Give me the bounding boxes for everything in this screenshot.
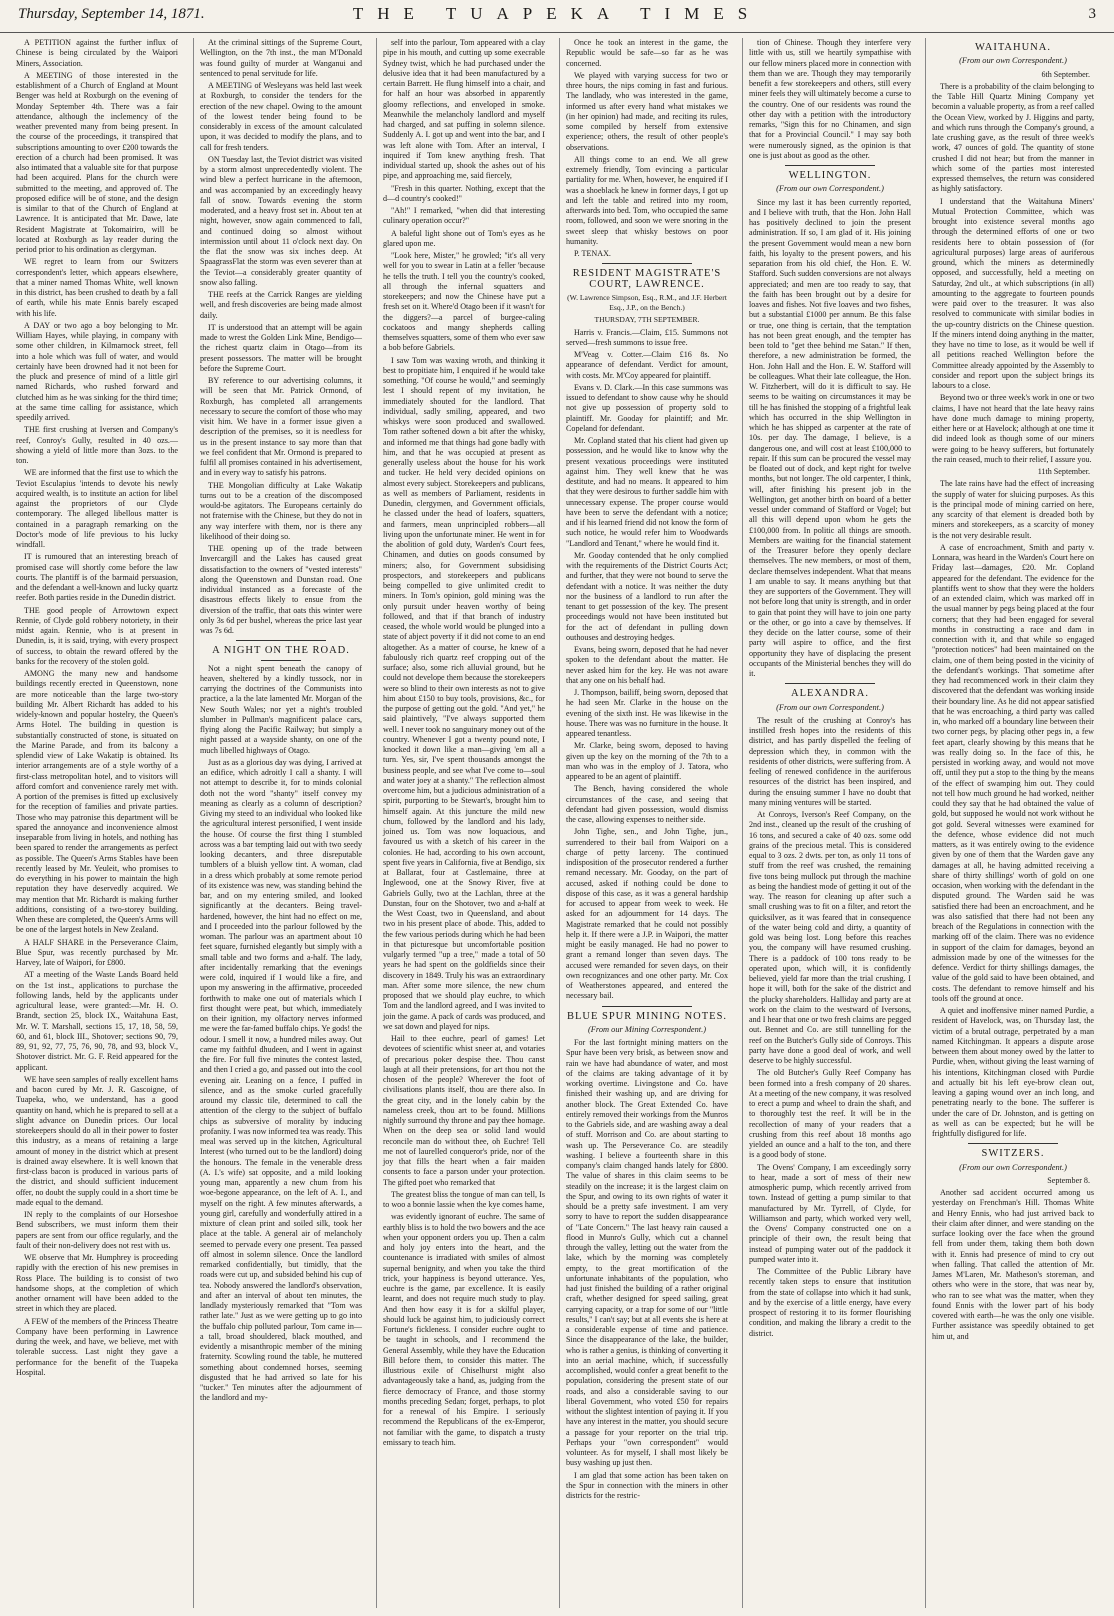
article-paragraph: THE good people of Arrowtown expect Rennie, of Clyde gold robbery notoriety, in their midst again. Rennie, who is at present in Dunedin, is, it is said, trying, with every prospect of success, to obtain the reward offered by the banks for the recovery of the stolen gold. bbox=[16, 605, 178, 666]
article-paragraph: I am glad that some action has been taken on the Spur in connection with the miners in other districts for the restric- bbox=[566, 1470, 728, 1500]
alexandra-title: ALEXANDRA. bbox=[791, 688, 869, 700]
switzers-title: SWITZERS. bbox=[981, 1148, 1045, 1160]
article-paragraph: The Bench, having considered the whole circumstances of the case, and seeing that defendant had given possession, would dismiss the case, allowing expenses to neither side. bbox=[566, 784, 728, 824]
article-paragraph: tion of Chinese. Though they interfere very little with us, still we heartily sympathise with our fellow miners placed more in connection with them than we are. Though they may temporarily benefit a few storekeepers and others, still every miner feels they will ultimately become a curse to the country. One of our residents was round the other day with a petition with the introductory remarks, "Sign this for no Chinamen, and sign that for a Provincial Council." I may say both were numerously signed, as the opinion is that one is just about as good as the other. bbox=[749, 38, 911, 160]
article-paragraph: IT is understood that an attempt will be again made to wrest the Golden Link Mine, Bendigo—the richest quartz claim in Otago—from its present possessors. The matter will be brought before the Supreme Court. bbox=[200, 322, 362, 373]
section-divider bbox=[968, 1143, 1058, 1144]
alexandra-correspondent: (From our own Correspondent.) bbox=[776, 702, 884, 712]
column-3 bbox=[376, 38, 549, 1608]
article-paragraph: WE have seen samples of really excellent hams and bacon cured by Mr. J. R. Gascoigne, of Tuapeka, who, we understand, has a good quantity on hand, which he is prepared to sell at a slight advance on Dunedin prices. Our local storekeepers should do all in their power to foster this industry, as a means of retaining a large amount of money in the district which at present is drained away elsewhere. It is well known that first-class bacon is produced in various parts of the district, and should sufficient inducement offer, no doubt the supply could in a short time be made equal to the demand. bbox=[16, 1074, 178, 1207]
waitahuna-news-2 bbox=[932, 479, 1094, 1139]
column-1 bbox=[10, 38, 182, 1608]
article-paragraph: IT is rumoured that an interesting breach of promised case will shortly come before the law courts. The plantiff is of the barmaid persuasion, and the defendant a well-known and lucky quartz reefer. Both parties reside in the Dunedin district. bbox=[16, 552, 178, 603]
article-paragraph: "Look here, Mister," he growled; "it's all very well for you to swear in Latin at a feller 'because he tells the truth. I tell you the country's cooked, all through the infernal squatters and storekeepers; and now the Chinese have put a fresh set on it. Where'd Otago been if it wasn't for the diggers?—a parcel of burgee-caling cockatoos and mangy shepherds calling themselves squatters, some of them who ever saw a bob before Gabriels. bbox=[383, 251, 545, 353]
article-paragraph: Since my last it has been currently reported, and I believe with truth, that the Hon. John Hall has positively declined to join the present administration. If so, I am glad of it. His joining the present Government would mean a new born faith, his loyalty to the present powers, and his separation from his old chief, the Hon. E. W. Stafford. Such sudden conversions are not always appreciated; and men are too ready to say, that the faith has been brought out by a desire for loaves and fishes. Not five loaves and two fishes, but a substantial £1000 per annum. Be this false or true, one thing is certain, that the temptation has not been great enough, and the tempter has been told to "get thee behind me Satan." If then, therefore, a new administration be formed, the Hon. John Hall and the Hon. E. W. Stafford will be colleagues. What their late colleague, the Hon. W. Fitzherbert, will do it is difficult to say. He seems to be waiting on circumstances it may be till he has finished the stopping of a frightful leak which has occurred in the ship Wellington in which he has shipped as carpenter at the rate of 10s. per day. The damage, I believe, is a dangerous one, and will cost at least £100,000 to repair. If this sum can be procured the vessel may be floated out of dock, and kept right for twelve months, but not longer. The old carpenter, I think, will, after finishing his present job in the Wellington, get another birth on board of a better vessel under command of Stafford or Vogel; but all this will depend upon whom he gets the £100,000 from. In politic all things are smooth. Members are waiting for the financial statement of the Treasurer before they openly declare themselves. The new members, or most of them, declare themselves independent. What that means I am unable to say. It means anything but that they are supporters of the Government. They will not before long that unity is strength, and in order to gain that point they will have to join one party or the other, or go into a cave by themselves. If they decide on the latter course, some of their party will aspire to office, and the first opportunity they have of displacing the present occupants of the Ministerial benches they will do it. bbox=[749, 197, 911, 678]
article-paragraph: IN reply to the complaints of our Horseshoe Bend subscribers, we must inform them their papers are sent from our office regularly, and the fault of their non-delivery does not rest with us. bbox=[16, 1210, 178, 1250]
article-paragraph: "Ah!" I remarked, "when did that interesting culinary operation occur?" bbox=[383, 206, 545, 226]
article-paragraph: Mr. Gooday contended that he only complied with the requirements of the District Courts Act; and further, that they were not bound to serve the defendant with a notice. It was neither the duty nor the business of a landlord to run after the tenant to get possession of the key. The present proceedings would not have been instituted but for the act of defendant in pulling down outhouses and destroying hedges. bbox=[566, 550, 728, 642]
columns bbox=[10, 38, 1104, 1608]
switzers-date: September 8. bbox=[1047, 1175, 1090, 1185]
article-paragraph: I understand that the Waitahuna Miners' Mutual Protection Committee, which was brought into existence several months ago through the determined efforts of one or two residents here to obtain possession of (for agricultural purposes) large areas of auriferous ground, which the miners as determinedly opposed, and successfully, held a meeting on Saturday, 2nd ult., at which subscriptions (in all) amounting to the aggregate to fourteen pounds were paid over to the treasurer. It was also resolved to communicate with similar bodies in the up-country districts on the Chinese question. If the miners intend doing anything in the matter, they have no time to lose, as it would be well if all petitions reached Wellington before the Committee already appointed by the Assembly to consider and report upon the subject brings its labours to a close. bbox=[932, 196, 1094, 390]
column-2 bbox=[193, 38, 366, 1608]
article-paragraph: J. Thompson, bailiff, being sworn, deposed that he had seen Mr. Clarke in the house on the evening of the sixth inst. He was likewise in the house. There was was no furniture in the house. It appeared tenantless. bbox=[566, 688, 728, 738]
column-5 bbox=[742, 38, 915, 1608]
article-paragraph: A PETITION against the further influx of Chinese is being circulated by the Waipori Miners, Association. bbox=[16, 38, 178, 68]
court-bench: (W. Lawrence Simpson, Esq., R.M., and J.F. Herbert Esq., J.P., on the Bench.) bbox=[567, 292, 727, 312]
waitahuna-news bbox=[932, 82, 1094, 465]
switzers-news bbox=[932, 1188, 1094, 1342]
article-paragraph: Evans, being sworn, deposed that he had never spoken to the defendant about the matter. He never asked him for the key. He was not aware that any one on his behalf had. bbox=[566, 645, 728, 685]
article-paragraph: Evans v. D. Clark.—In this case summons was issued to defendant to show cause why he should not give up possession of property sold to plaintiff. Mr. Gooday for plaintiff; and Mr. Copeland for defendant. bbox=[566, 382, 728, 433]
blue-spur-continued bbox=[749, 38, 911, 161]
article-paragraph: THE reefs at the Carrick Ranges are yielding well, and fresh discoveries are being made almost daily. bbox=[200, 290, 362, 320]
column-6 bbox=[925, 38, 1098, 1608]
article-paragraph: There is a probability of the claim belonging to the Table Hill Quartz Mining Company yet becomin a valuable property, as from a reef called the Ocean View, worked by J. Higgins and party, and which runs through the Company's ground, a late crushing gave, as the result of three week's work, 47 ounces of gold. The quantity of stone crushed I did not hear; but from the manner in which some of the parties most interested expressed themselves, the return was considered as highly satisfactory. bbox=[932, 81, 1094, 194]
court-reports bbox=[566, 328, 728, 1002]
section-divider bbox=[602, 263, 692, 264]
article-paragraph: A case of encroachment, Smith and party v. Lonnara, was heard in the Warden's Court here on Friday last—damages, £20. Mr. Copland appeared for the defendant. The evidence for the plantiffs went to show that they were the holders of an extended claim, which was marked off in the usual manner by pegs being placed at the four corners; that they had been engaged for several months in constructing a race and dam in connection with it, and that while so engaged "protection notices" had been maintained on the claim, one of them being posted in the vicinity of the defendant's workings. That sometime after they had recommenced work in their claim they discovered that the defendant was working inside their boundary line. As he did not appear satisfied that he was encroaching, a third party was called in, who marked off a boundary line between their two corner pegs, by placing other pegs in, a few feet apart, clearly showing by this means that he was really doing so. In the face of this, he persisted in working away, and would not move off, until they put a stop to the thing by the means of the effect of swamping him out. They could not tell how much ground he had worked, neither could they say that he had obtained the value of gold, but supposed he would not work without he got gold. Several witnesses were examined for the defence, whose evidence did not much matters, as it was entirely owing to the evidence given by one of them that the Warden gave any damages at all, he having admitted receiving a share of thirty shillings' worth of gold on one occasion, when working with the defendant in the disputed ground. The Warden said he was satisfied there had been an encroachment, and he was also satisfied that there had not been any breach of the Regulations in connection with the marking off of the claim. There was no evidence in support of the claim for damages, beyond an admission made by one of the witnesses for the defence. Verdict for thirty shillings damages, the value of the gold said to have been obtained, and costs. The defendant to remove himself and his tools off the ground at once. bbox=[932, 542, 1094, 1003]
waitahuna-correspondent: (From our own Correspondent.) bbox=[959, 56, 1067, 66]
article-paragraph: I saw Tom was waxing wroth, and thinking it best to propitiate him, I enquired if he would take something. "Of course he would," and seemingly lest I should repent of my invitation, he immediately shouted for the landlord. That individual, sadly smiling, appeared, and two whiskys were soon produced and swallowed. Tom rather softened down a bit after the whisky, and informed me that things had gone badly with him, and that he was occupied at present as generally useless about the house for his work and tucker. He held very decided opinions on almost every subject. Storekeepers and publicans, as well as members of Parliament, residents in Dunedin, clergymen, and Government officials, he classed under the head of loafers, squatters, and farmers, mean unprincipled robbers—all living upon the unfortunate miner. He went in for the abolition of gold duty, Warden's Court fees, Chinamen, and duties on goods consumed by miners; also, for Government subsidising prospectors, and storekeepers and publicans being compelled to give unlimited credit to miners. In Tom's opinion, gold mining was the only pursuit under heaven worthy of being followed, and that if that branch of industry ceased, the whole world would be plunged into a state of abject poverty if it did not come to an end altogether. As a matter of course, he knew of a fabulously rich quartz reef cropping out of the surface; also, some rich alluvial ground, but he could not develope them because the storekeepers were so blind to their own interests as not to give him about £150 to buy tools, provisions, &c., for the purpose of getting out the gold. "And yet," he said plaintively, "I've always supported them well. I never took no sanguinary money out of the country. Whenever I got a twenty pound note, I knocked it down like a man—giving 'em all a turn. Yes, sir, I've spent thousands amongst the business people, and see what I've come to—soul and water joey at a shanty." The reflection almost overcome him, but a judicious administration of a spirit, purporting to be Stewart's, brought him to himself again. At this juncture the mild new chum, followed by the landlord and his lady, joined us. Tom was now loquacious, and favoured us with a sketch of his career in the colonies. He had, according to his own account, spent five years in California, five at Bendigo, six at Ballarat, four at Castlemaine, three at Inglewood, one at the Snowy River, five at Gabriels Gully, two at the Lachlan, three at the Dunstan, four on the Shotover, two and a-half at the West Coast, two in Queensland, and about two in his present place of abode. This, added to the few various periods during which he had been in that picturesque but uncomfortable position vulgarly termed "up a tree," made a total of 50 years he had spent on the goldfields since their discovery in 1849. Truly his was an extraordinary man. After some more silence, the new chum proposed that we should play euchre, to which Tom and the landlord agreed, and I was invited to join the game. A pack of cards was produced, and we sat down and played for nips. bbox=[383, 355, 545, 1031]
title-rule bbox=[261, 660, 301, 661]
blue-spur-notes bbox=[566, 1038, 728, 1501]
blue-spur-correspondent: (From our Mining Correspondent.) bbox=[587, 1024, 707, 1034]
article-paragraph: Hail to thee euchre, pearl of games! Let devotees of scientific whist sneer at, and votaries of precarious poker despise thee. Thou canst laugh at all their pretensions, for art thou not the chosen of the people? Wherever the foot of civilisations plants itself, thou are there also. In the great city, and in the lonely cabin by the nameless creek, thou art to be found. Millions nightly surround thy throne and pay thee homage. When on the deep sea or solid land would reconcile man do without thee, oh Euchre! Tell me not of laurelled conqueror's pride, nor of the joy that fills the heart when a fair maiden consents to face a parson under your protection. The gifted poet who remarked that bbox=[383, 1034, 545, 1187]
article-paragraph: A MEETING of those interested in the establishment of a Church of England at Mount Benger was held at Roxburgh on the evening of Monday September 4th. There was a fair attendance, although the inclemency of the weather prevented many from being present. In the course of the proceedings, it transpired that subscriptions amounting to over £200 towards the erection of a church had been promised. It was also intimated that a valuable site for that purpose had been acquired. Plans for the church were submitted to the meeting, and approved of. The proposed edifice will be of stone, and the design is similar to that of the Church of England at Lawrence. It is anticipated that Mr. Dawe, late Resident Magistrate at Tokomairiro, will be located at Roxburgh as lay reader during the period prior to his ordination as clergyman. bbox=[16, 70, 178, 254]
column-4 bbox=[559, 38, 732, 1608]
article-paragraph: THE opening up of the trade between Invercargill and the Lakes has caused great dissatisfaction to the owners of "vested interests" along the Queenstown and Dunstan road. One individual instanced as a forecaste of the disastrous effects likely to ensue from the diversion of the traffic, that oats this winter were only 3s 6d per bushel, whereas the price last year was 7s 6d. bbox=[200, 544, 362, 635]
article-paragraph: Mr. Copland stated that his client had given up possession, and he would like to know why the present vexatious proceedings were instituted against him. They well knew that he was destitute, and had no means. It appeared to him that they were desirous to further saddle him with unnecessary expense. The proper course would have been to serve the defendant with a notice; and if his learned friend did not know the form of such notice, he would refer him to Woodwards "Landlord and Tenant," where he would find it. bbox=[566, 436, 728, 548]
switzers-correspondent: (From our own Correspondent.) bbox=[959, 1162, 1067, 1172]
local-news-continued bbox=[200, 38, 362, 636]
article-paragraph: At the criminal sittings of the Supreme Court, Wellington, on the 7th inst., the man M'Donald was found guilty of murder at Wanganui and sentenced to penal servitude for life. bbox=[200, 38, 362, 78]
alexandra-news bbox=[749, 716, 911, 1339]
article-paragraph: Beyond two or three week's work in one or two claims, I have not heard that the late heavy rains have done much damage to mining property, either here or at Havelock; although at one time it did indeed look as though some of our miners were going to be heavy sufferers, but fortunately the rain ceased, much to their relief, I assure you. bbox=[932, 393, 1094, 464]
waitahuna-date: 6th September. bbox=[1041, 69, 1090, 79]
wellington-news bbox=[749, 198, 911, 680]
article-paragraph: Once he took an interest in the game, the Republic would be safe—so far as he was concerned. bbox=[566, 38, 728, 68]
article-paragraph: The Ovens' Company, I am exceedingly sorry to hear, made a sort of mess of their new atmospheric pump, which recently arrived from town. Instead of getting a pump similar to that manufactured by Mr. Tyrrell, of Clyde, for Williamson and party, which worked very well, the Ovens' Company constructed one on a principle of their own, the result being that instead of pumping water out of the paddock it pumped water into it. bbox=[749, 1162, 911, 1264]
article-paragraph: P. TENAX. bbox=[574, 249, 611, 258]
article-paragraph: WE observe that Mr. Humphrey is proceeding rapidly with the erection of his new premises in Ross Place. The building is to consist of two handsome shops, at the completion of which another ornament will have been added to the street in which they are placed. bbox=[16, 1253, 178, 1314]
article-paragraph: All things come to an end. We all grew extremely friendly, Tom evincing a particular partiality for me. When, however, he enquired if I was a shoeblack he knew in former days, I got up and left the table and retired into my room, afterwards into bed. Tom, who occupied the same room, followed, and soon we were snoring in the sweet sleep that whisky bestows on poor humanity. bbox=[566, 154, 728, 246]
article-paragraph: A quiet and inoffensive miner named Purdie, a resident of Havelock, was, on Thursday last, the victim of a brutal outrage, perpetrated by a man named Kitchingman. It appears a dispute arose between them about money owed by the latter to Purdie, when, without giving the least warning of his intentions, Kitchingman closed with Purdie and actually bit his left eye-brow clean out, leaving a gaping wound over an inch long, and penetrating nearly to the bone. The sufferer is under the care of Dr. Johnston, and is getting on as well as can be expected; but he will be frightfully disfigured for life. bbox=[932, 1006, 1094, 1138]
article-paragraph: WE are informed that the first use to which the Teviot Esculapius 'intends to devote his newly acquired wealth, is to institute an action for libel against the proprietors of our Clyde contemporary. The alleged libellous matter is contained in a paragraph remarking on the Doctor's mode of life previous to his lucky windfall. bbox=[16, 468, 178, 549]
court-title: RESIDENT MAGISTRATE'S COURT, LAWRENCE. bbox=[572, 268, 722, 290]
article-paragraph: WE regret to learn from our Switzers correspondent's letter, which appears elsewhere, that a miner named Thomas White, well known in this district, has been crushed to death by a fall of earth, while his mate Ennis barely escaped with his life. bbox=[16, 257, 178, 318]
section-divider bbox=[785, 165, 875, 166]
story-continued bbox=[383, 38, 545, 1448]
article-paragraph: The old Butcher's Gully Reef Company has been formed into a fresh company of 20 shares. At a meeting of the new company, it was resolved to erect a pump and wheel to drain the shaft, and to thoroughly test the reef. It will be in the recollection of many of your readers that a crushing from this reef about 18 months ago yielded an ounce and a half to the ton, and there is a good body of stone. bbox=[749, 1068, 911, 1160]
article-paragraph: The greatest bliss the tongue of man can tell, Is to woo a bonnie lassie when the kye comes hame, bbox=[383, 1189, 545, 1209]
article-paragraph: At Conroys, Iverson's Reef Company, on the 2nd inst., cleaned up the result of the crushing of 16 tons, and secured a cake of 40 ozs. some odd grains of the precious metal. This is considered equal to 3 ozs. 2 dwts. per ton, as only 11 tons of stuff from the reef was crushed, the remaining five tons being mullock put through the machine as being the handiest mode of getting it out of the way. The reason for cleaning up after such a small crushing was to fit on a filter, and retort the quicksilver, as it was feared that in consequence of the water being cold and dirty, a quantity of gold was being lost. Long before this reaches you, the company will have resumed crushing. There is a paddock of 100 tons ready to be operated upon, which will, it is confidently believed, yield far more than the trial crushing. I hope it will, both for the sake of the district and the plucky shareholders. Halliday and party are at work on the claim to the westward of Iversons, and I hear that one or two fresh claims are pegged out. Bennet and Co. are still tunnelling for the reef on the Butcher's Gully side of Conroys. This party have done a good deal of work, and well deserve to be highly successful. bbox=[749, 810, 911, 1065]
article-paragraph: Harris v. Francis.—Claim, £15. Summons not served—fresh summons to issue free. bbox=[566, 327, 728, 347]
article-paragraph: AT a meeting of the Waste Lands Board held on the 1st inst., applications to purchase the following lands, held by the applicants under agricultural lease, were granted:—Mr. H. O. Brandt, section 25, block IX., Waitahuna East, Mr. W. T. Marshall, sections 15, 17, 18, 58, 59, 60, and 61, block III., Shotover; sections 90, 79, 89, 91, 92, 77, 75, 76, 90, 78, and 93, block V., Shotover district. Mr. G. F. Reid appeared for the applicant. bbox=[16, 970, 178, 1072]
article-paragraph: A HALF SHARE in the Perseverance Claim, Blue Spur, was recently purchased by Mr. Harvey, late of Waipori, for £800. bbox=[16, 937, 178, 967]
waitahuna-date-2: 11th September. bbox=[1037, 467, 1090, 476]
article-paragraph: A baleful light shone out of Tom's eyes as he glared upon me. bbox=[383, 228, 545, 248]
blue-spur-title: BLUE SPUR MINING NOTES. bbox=[566, 1010, 728, 1022]
article-paragraph: Mr. Clarke, being sworn, deposed to having given up the key on the morning of the 7th to a man who was in the employ of J. Tatora, who appeared to be an agent of plaintiff. bbox=[566, 741, 728, 781]
article-paragraph: "Fresh in this quarter. Nothing, except that the d—d country's cooked!" bbox=[383, 183, 545, 203]
article-paragraph: For the last fortnight mining matters on the Spur have been very brisk, as between snow and rain we have had abundance of water, and most of the claims are taking advantage of it by working overtime. Livingstone and Co. have finished their washing up, and are driving for another block. The Great Extended Co. have entirely removed their workings from the Munros to the Gabriels side, and are washing away a deal of stuff. Morrison and Co. are about starting to wash up. The Perseverance Co. are steadily washing. I believe a fourteenth share in this company's claim changed hands lately for £800. The value of shares in this claim seems to be steadily on the increase; it is the largest claim on the Spur, and owing to its own rights of water it should be a pretty safe investment. I am very sorry to have to report the sudden disappearance of "Late Concern." The last heavy rain caused a flood in Munro's Gully, which cut a channel through the valley, letting out the water from the lake, which by the morning was completely empty, to the great mortification of the unfortunate inhabitants of the population, who had just finished the building of a rather original craft, whether designed for speed sailing, great carrying capacity, or a trap for some of our "little results," I can't say; but at all events she is here at a considerable expense of time and patience. Since the disappearance of the lake, the builder, who is rather a genius, is thinking of converting it into an aerial machine, which, if successfully accomplished, would confer a great benefit to the population, considering the present state of our roads, and also a considerable saving to our liberal Government, who voted £50 for repairs without the slightest intention of paying it. If you have any interest in the matter, you should secure a passage for your reporter on the trial trip. Perhaps your "own correspondent" would volunteer. As for myself, I shall most likely be busy washing up just then. bbox=[566, 1038, 728, 1468]
article-paragraph: The result of the crushing at Conroy's has instilled fresh hopes into the residents of this district, and has partly dispelled the feeling of depression which they, in common with the residents of other districts, were suffering from. A feeling of renewed confidence in the auriferous resources of the district has been inspired, and during the ensuing summer I have no doubt that many mining ventures will be started. bbox=[749, 715, 911, 807]
article-paragraph: M'Veag v. Cotter.—Claim £16 8s. No appearance of defendant. Verdict for amount, with costs. Mr. M'Coy appeared for plaintiff. bbox=[566, 350, 728, 380]
article-paragraph: Not a night spent beneath the canopy of heaven, sheltered by a kindly tussock, nor in carrying the doctrines of the Communists into practice, a la the late lamented Mr. Morgan of the New South Wales; nor yet a night's troubled slumber in Pullman's magnificent palace cars, flying along the Pacific Railway; but simply a night passed at a wayside shanty, on one of the much libelled highways of Otago. bbox=[200, 663, 362, 755]
wellington-correspondent: (From our own Correspondent.) bbox=[776, 184, 884, 194]
article-paragraph: A MEETING of Wesleyans was held last week at Roxburgh, to consider the tenders for the erection of the new chapel. Owing to the amount of the lowest tender being found to be considerably in excess of the amount calculated upon, it was decided to modify the plans, and to call for fresh tenders. bbox=[200, 81, 362, 152]
section-divider bbox=[785, 683, 875, 684]
page-number: 3 bbox=[1088, 6, 1096, 22]
article-paragraph: A FEW of the members of the Princess Theatre Company have been performing in Lawrence during the week, and have, we believe, met with tolerable success. Last night they gave a performance for the benefit of the Tuapeka Hospital. bbox=[16, 1316, 178, 1377]
section-divider bbox=[602, 1006, 692, 1007]
article-paragraph: THE first crushing at Iversen and Company's reef, Conroy's Gully, resulted in 40 ozs.—showing a yield of little more than 3ozs. to the ton. bbox=[16, 425, 178, 465]
article-paragraph: ON Tuesday last, the Teviot district was visited by a storm almost unprecedentedly violent. The wind blew a perfect hurricane in the afternoon, and was accompanied by an exceedingly heavy fall of snow. Towards evening the storm moderated, and a heavy frost set in. About ten at night, however, snow again commenced to fall, and continued doing so almost without intermission until about 11 o'clock next day. On the flat the snow was six inches deep. At SpaagrassFlat the storm was even severer than at the Teviot—a considerably greater quantity of snow also falling. bbox=[200, 154, 362, 287]
story-title: A NIGHT ON THE ROAD. bbox=[212, 645, 350, 657]
article-paragraph: BY reference to our advertising columns, it will be seen that Mr. Patrick Ormond, of Roxburgh, has completed all arrangements necessary to secure the comfort of those who may visit him. We have in a former issue given a description of the premises, so it is needless for us in the present instance to say more than that we feel confident that Mr. Ormond is prepared to fulfil all promises contained in his advertisement, and in every way to satisfy his patrons. bbox=[200, 376, 362, 478]
issue-date: Thursday, September 14, 1871. bbox=[18, 6, 205, 22]
waitahuna-title: WAITAHUNA. bbox=[975, 42, 1051, 53]
article-paragraph: THE Mongolian difficulty at Lake Wakatip turns out to be a creation of the discomposed would-be agitators. The Europeans certainly do not fraternise with the Chinese, but they do not in any way interfere with them, nor is there any likelihood of their doing so. bbox=[200, 480, 362, 541]
masthead bbox=[0, 0, 1114, 33]
court-date: THURSDAY, 7TH SEPTEMBER. bbox=[594, 315, 700, 325]
story-end bbox=[566, 38, 728, 259]
newspaper-title: THE TUAPEKA TIMES bbox=[352, 4, 762, 23]
article-paragraph: Just as as a glorious day was dying, I arrived at an edifice, which adroitly I call a shanty. I will not attempt to describe it, for to minds colonial doth not the word "shanty" itself convey my meaning as clearly as a column of description? Giving my steed to an individual who looked like the agricultural interest personified, I went inside the house. Of course the first thing I stumbled across was a bar tempting laid out with two seedy looking decanters, and three disreputable tumblers of a bluish yellow tint. A woman, clad in a dress which probably at some remote period of its existence was new, was standing behind the bar, and on my entering smiled, and looked significantly at the decanters. Being travel-hardened, however, the hint had no effect on me, and I proceeded into the parlour followed by the woman. The parlour was an apartment about 10 feet square, furnished elegantly but simply with a small table and two forms and a-half. The lady, after incidentally remarking that the evenings were cold, inquired if I would like a fire, and upon my answering in the affirmative, proceeded forthwith to make one out of materials which I first thought were peat, but which, immediately on their ignition, my olfactory nerves informed me were the far-famed buffalo chips. Ye gods! the odour. I smell it now, a hundred miles away. Out came my faithful dhudeen, and I went in against the fire. For full five minutes the contest lasted, and then I cried a go, and passed out into the cool evening air. Leaning on a fence, I puffed in silence, and as the smoke curled gracefully around my classic tile, determined to call the attention of the clergy to the subject of buffalo chips as subversive of morality by inducing profanity. I was now informed tea was ready. This meal was served up in the kitchen, Agricultural Interest (who turned out to be the landlord) doing the honours. The female in the venerable dress (A. I.'s wife) sat opposite, and a mild looking young man, apparently a new chum from his woe-begone appearance, on the left of A. I., and myself on the right. A few minutes afterwards, a young girl, carefully and wonderfully attired in a mixture of clean print and soiled silk, took her place at the table. A general air of melancholy seemed to pervade every one present. Tea passed off almost in solemn silence. Once the landlord remarked confidentially, but timidly, that the roads were cut up, and subsided behind his cup of tea. Nobody answered the landlord's observation, and after an interval of about ten minutes, the landlady mysteriously remarked that "Tom was rather late." Just as we were getting up to go into the buffalo chip polluted parlour, Tom came in—a tall, broad shouldered, black mouthed, and evidently a misanthropic member of the mining fraternity. Scowling round the table, he muttered something about condemned horses, seeming disgusted that he had arrived so late for his "tucker." Ten minutes after the adjournment of the landlord and my- bbox=[200, 757, 362, 1403]
article-paragraph: was evidently ignorant of euchre. The same of earthly bliss is to hold the two bowers and the ace when your opponent orders you up. Then a calm and holy joy enters into the heart, and the countenance is irradiated with smiles of almost supernal benignity, and when you take the third trick, your happiness is beyond utterance. Yes, euchre is the game, par excellence. It is easily learnt, and does not require much study to play. And then how easy it is for a skilful player, should luck be against him, to judiciously correct Fortune's fickleness. I consider euchre ought to be taught in schools, and I recommend the General Assembly, while they have the Education Bill before them, to consider this matter. The illustrious exile of Chiselhurst might also advantageously take a hand, as, judging from the fierce democracy of France, and those stormy months preceding Sedan; forget, perhaps, to plot for a renewal of his Empire. I seriously recommend the Republicans of the ex-Emperor, not familiar with the game, to dispatch a trusty emissary to teach him. bbox=[383, 1212, 545, 1447]
article-paragraph: self into the parlour, Tom appeared with a clay pipe in his mouth, and cutting up some execrable Sydney twist, which he had purchased under the delusive idea that it had been manufactured by a certain Barrett. He flung himself into a chair, and for half an hour was absorbed in apparently gloomy reflections, and enveloped in smoke. Meanwhile the melancholy landlord and myself had charged, and sat puffing in solemn silence. Suddenly A. I. got up and went into the bar, and I was left alone with Tom. After an interval, I inquired if Tom knew anything fresh. That individual started up, shook the ashes out of his pipe, and approaching me, said fiercely, bbox=[383, 38, 545, 181]
section-divider bbox=[236, 640, 326, 641]
article-paragraph: A DAY or two ago a boy belonging to Mr. William Hayes, while playing, in company with some other children, in Kilmarnock street, fell into a hole which was full of water, and would certainly have been drowned had it not been for the pluck and presence of mind of a little girl named Richards, who rushed forward and clutched him as he was sinking for the third time; at the same time calling for assistance, which speedily arrived. bbox=[16, 320, 178, 422]
article-paragraph: The Committee of the Public Library have recently taken steps to ensure that institution from the state of collapse into which it had sunk, and by the exercise of a little energy, have every prospect of restoring it to its former flourishing condition, and making the library a credit to the district. bbox=[749, 1267, 911, 1338]
article-paragraph: The late rains have had the effect of increasing the supply of water for sluicing purposes. As this is the principal mode of mining carried on here, any scarcity of that element is dreaded both by miners and storekeepers, as a scarcity of money is the not very desirable result. bbox=[932, 479, 1094, 540]
wellington-title: WELLINGTON. bbox=[788, 170, 872, 181]
local-news bbox=[16, 38, 178, 1378]
article-paragraph: We played with varying success for two or three hours, the nips coming in fast and furious. The landlady, who was interested in the game, informed us after every hand what mistakes we (in her opinion) had made, and reciting its rules, some compiled by herself from extensive experience; others, the result of other people's observations. bbox=[566, 70, 728, 152]
article-paragraph: Another sad accident occurred among us yesterday on Frenchman's Hill. Thomas White and Henry Ennis, who had just arrived back to their claim after dinner, and were standing on the surface looking over the face when the ground fell from under them, taking them both down with it. Ennis had presence of mind to cry out when falling. That called the attention of Mr. James M'Laren, Mr. Matheson's storeman, and others who were in the store, that was near by, who ran to see what was the matter, when they found Ennis with the lower part of his body covered with earth—he was the only one visible. Further assistance was speedily obtained to get him ut, and bbox=[932, 1188, 1094, 1341]
article-paragraph: AMONG the many new and handsome buildings recently erected in Queenstown, none are more noticeable than the large two-story building Mr. Albert Richardt has added to his widely-known and popular hostelry, the Queen's Arms Hotel. The building in question is substantially constructed of stone, is situated on the Marine Parade, and from its balcony a splendid view of Lake Wakatip is obtained. Its interior arrangements are of a style worthy of a first-class metropolitan hotel, and to visitors will afford comfort and convenience rarely met with. A portion of the premises is fitted up exclusively for the reception of families and private parties. Those who may patronise this department will be spared the annoyance and inconvenience almost inseparable from living in hotels, and nothing has been spared to render the arrangements as perfect as possible. The Queen's Arms Stables have been recently leased by Mr. Yeuleit, who promises to do everything in his power to maintain the high reputation they have deservedly acquired. We may mention that Mr. Richardt is making further additions, consisting of a two-storey building. When these are completed, the Queen's Arms will be one of the largest hotels in New Zealand. bbox=[16, 669, 178, 935]
article-paragraph: John Tighe, sen., and John Tighe, jun., surrendered to their bail from Waipori on a charge of petty larceny. The continued indisposition of the prosecutor rendered a further remand necessary. Mr. Gooday, on the part of accused, asked if nothing could be done to dispose of this case, as it was a general hardship for accused to appear from week to week. He asked for an adjournment for 14 days. The Magistrate remarked that he could not possibly help it. If there were a J.P. in Waipori, the matter might be easily managed. He had no power to grant a remand longer than seven days. The accused were remanded for seven days, on their own recognizances and one other party. Mr. Cox of Weatherstones appeared, and entered the necessary bail. bbox=[566, 827, 728, 1001]
story-body bbox=[200, 664, 362, 1404]
